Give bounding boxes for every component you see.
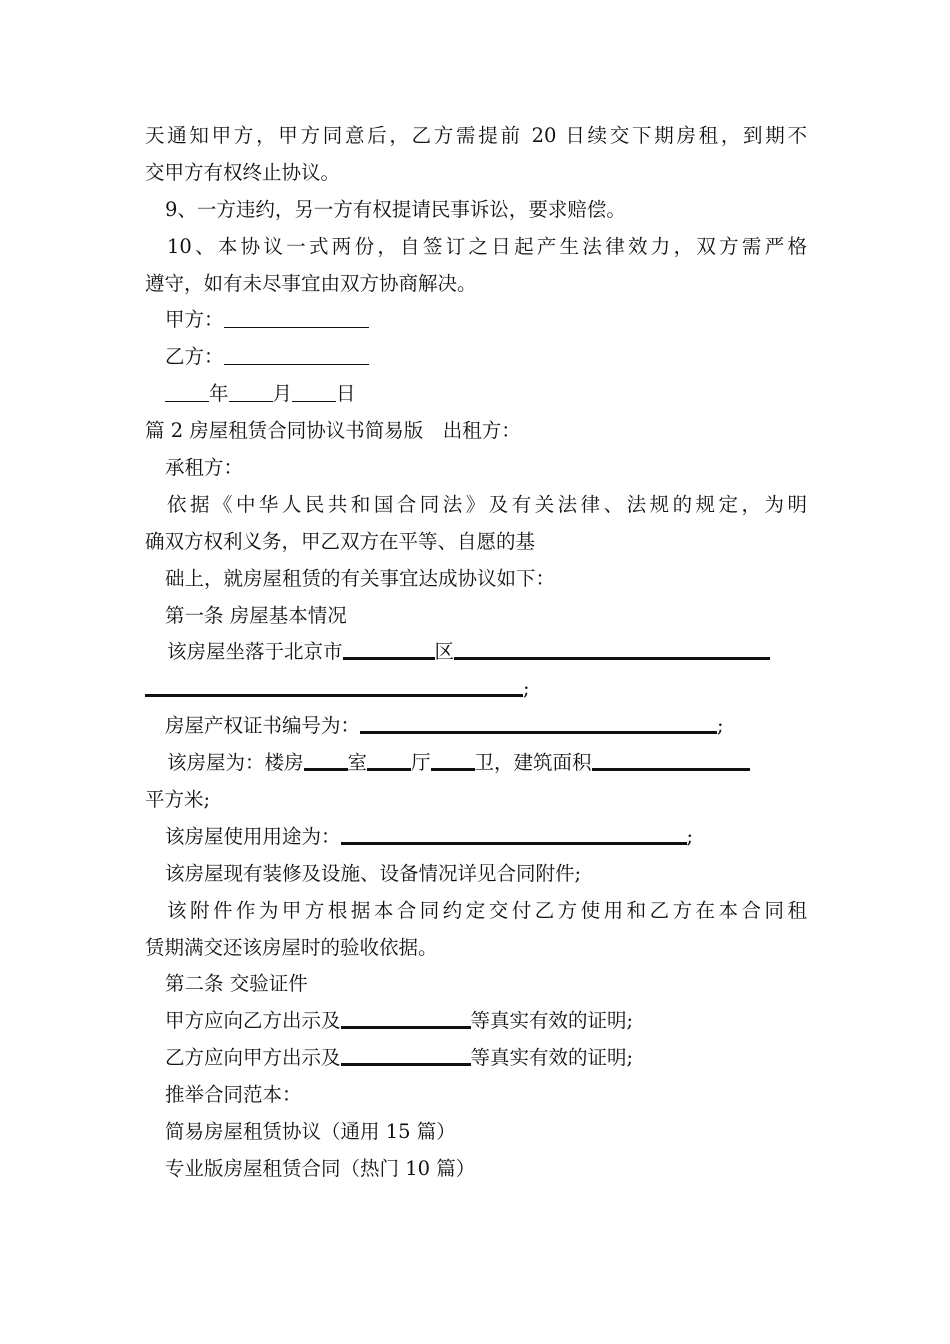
paragraph-line: 该附件作为甲方根据本合同约定交付乙方使用和乙方在本合同租 [167, 898, 807, 922]
address-blank-cont[interactable] [145, 673, 523, 697]
date-line [145, 376, 807, 413]
party-a-show-label: 甲方应向乙方出示及 [165, 1009, 341, 1033]
paragraph-line: 该房屋现有装修及设施、设备情况详见合同附件; [165, 861, 582, 885]
year-label: 年 [209, 382, 229, 406]
paragraph-line: 确双方权利义务，甲乙双方在平等、自愿的基 [145, 529, 536, 553]
location-line [145, 634, 807, 671]
party-a-doc-blank[interactable] [341, 1005, 471, 1029]
document-body [145, 118, 807, 1188]
bath-blank[interactable] [431, 747, 475, 771]
year-blank[interactable] [165, 380, 209, 402]
paragraph-line: 础上，就房屋租赁的有关事宜达成协议如下： [165, 566, 556, 590]
hall-label: 厅 [411, 751, 431, 775]
party-a-show-suffix: 等真实有效的证明; [470, 1009, 634, 1033]
party-a-show-line [145, 1003, 807, 1040]
certificate-label: 房屋产权证书编号为： [165, 714, 361, 738]
location-line-cont [145, 671, 807, 708]
semicolon: ; [686, 824, 694, 848]
party-b-doc-blank[interactable] [341, 1042, 471, 1066]
party-b-signature [145, 339, 807, 376]
day-label: 日 [336, 382, 356, 406]
bath-area-label: 卫，建筑面积 [474, 751, 592, 775]
house-layout-line [145, 745, 807, 782]
clause-10: 10、本协议一式两份，自签订之日起产生法律效力，双方需严格 [167, 234, 807, 258]
usage-blank[interactable] [341, 821, 687, 845]
paragraph-line: 天通知甲方，甲方同意后，乙方需提前 20 日续交下期房租，到期不 [145, 124, 807, 147]
clause-9: 9、一方违约，另一方有权提请民事诉讼，要求赔偿。 [165, 197, 626, 221]
area-blank[interactable] [592, 747, 750, 771]
party-a-blank[interactable] [224, 306, 369, 328]
semicolon: ; [717, 714, 724, 738]
district-label: 区 [434, 640, 455, 664]
section-heading: 篇 2 房屋租赁合同协议书简易版 出租方： [145, 419, 521, 443]
recommended-link-1[interactable]: 简易房屋租赁协议（通用 15 篇） [165, 1120, 456, 1144]
article-2-title: 第二条 交验证件 [165, 972, 308, 996]
party-b-show-label: 乙方应向甲方出示及 [165, 1046, 341, 1070]
paragraph-line: 交甲方有权终止协议。 [145, 160, 341, 184]
location-label: 该房屋坐落于北京市 [167, 640, 343, 664]
party-b-show-suffix: 等真实有效的证明; [470, 1046, 634, 1070]
district-blank[interactable] [343, 636, 435, 660]
room-blank[interactable] [304, 747, 348, 771]
square-meters: 平方米; [145, 788, 211, 812]
room-label: 室 [347, 751, 368, 775]
usage-line [145, 819, 807, 856]
party-b-blank[interactable] [224, 343, 369, 365]
party-b-show-line [145, 1040, 807, 1077]
recommended-label: 推举合同范本： [165, 1083, 302, 1107]
party-a-signature [145, 302, 807, 339]
party-b-label: 乙方： [165, 345, 224, 369]
certificate-blank[interactable] [360, 710, 717, 734]
paragraph-line: 赁期满交还该房屋时的验收依据。 [145, 935, 438, 959]
party-a-label: 甲方： [165, 308, 224, 332]
tenant-label: 承租方： [165, 456, 244, 480]
paragraph-line: 遵守，如有未尽事宜由双方协商解决。 [145, 271, 477, 295]
semicolon: ; [523, 677, 530, 701]
hall-blank[interactable] [367, 747, 411, 771]
address-blank[interactable] [454, 636, 770, 660]
day-blank[interactable] [292, 380, 336, 402]
certificate-line [145, 708, 807, 745]
month-label: 月 [272, 382, 293, 406]
house-label: 该房屋为：楼房 [167, 751, 304, 775]
paragraph-line: 依据《中华人民共和国合同法》及有关法律、法规的规定，为明 [167, 492, 807, 516]
recommended-link-2[interactable]: 专业版房屋租赁合同（热门 10 篇） [165, 1156, 476, 1180]
usage-label: 该房屋使用用途为： [165, 824, 341, 848]
article-1-title: 第一条 房屋基本情况 [165, 603, 347, 627]
month-blank[interactable] [229, 380, 273, 402]
